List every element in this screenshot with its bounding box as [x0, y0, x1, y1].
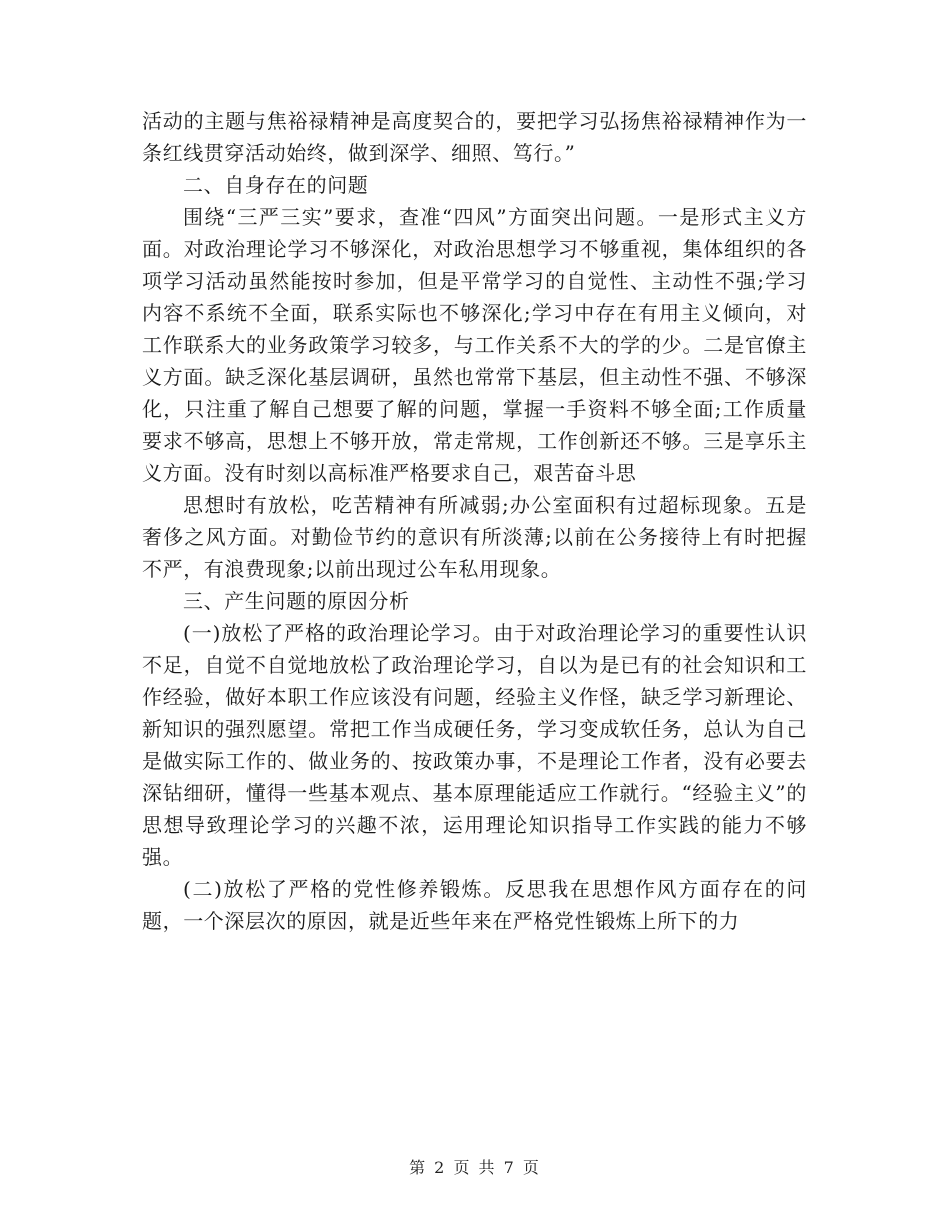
section-heading-problems: 二、自身存在的问题 [183, 173, 369, 197]
section-heading-causes: 三、产生问题的原因分析 [183, 589, 410, 613]
page-number-footer: 第 2 页 共 7 页 [409, 1158, 541, 1177]
paragraph-four-winds: 围绕“三严三实”要求，查准“四风”方面突出问题。一是形式主义方面。对政治理论学习不够深化，对政治思想学习不够重视，集体组织的各项学习活动虽然能按时参加，但是平常学习的自觉性、主动性不强;学习内容不系统不全面，联系实际也不够深化;学习中存在有用主义倾向，对工作联系大的业务政策学习较多，与工作关系不大的学的少。二是官僚主义方面。缺乏深化基层调研，虽然也常常下基层，但主动性不强、不够深化，只注重了解自己想要了解的问题，掌握一手资料不够全面;工作质量要求不够高，思想上不够开放，常走常规，工作创新还不够。三是享乐主义方面。没有时刻以高标准严格要求自己，艰苦奋斗思 [142, 205, 807, 485]
paragraph-cause-two: (二)放松了严格的党性修养锻炼。反思我在思想作风方面存在的问题，一个深层次的原因，就是近些年来在严格党性锻炼上所下的力 [142, 877, 807, 933]
document-body [142, 105, 807, 937]
paragraph-continuation: 活动的主题与焦裕禄精神是高度契合的，要把学习弘扬焦裕禄精神作为一条红线贯穿活动始终，做到深学、细照、笃行。” [142, 109, 807, 165]
paragraph-cause-one: (一)放松了严格的政治理论学习。由于对政治理论学习的重要性认识不足，自觉不自觉地放松了政治理论学习，自以为是已有的社会知识和工作经验，做好本职工作应该没有问题，经验主义作怪，缺乏学习新理论、新知识的强烈愿望。常把工作当成硬任务，学习变成软任务，总认为自己是做实际工作的、做业务的、按政策办事，不是理论工作者，没有必要去深钻细研，懂得一些基本观点、基本原理能适应工作就行。“经验主义”的思想导致理论学习的兴趣不浓，运用理论知识指导工作实践的能力不够强。 [142, 621, 807, 869]
paragraph-extravagance: 思想时有放松，吃苦精神有所减弱;办公室面积有过超标现象。五是奢侈之风方面。对勤俭节约的意识有所淡薄;以前在公务接待上有时把握不严，有浪费现象;以前出现过公车私用现象。 [142, 493, 807, 581]
